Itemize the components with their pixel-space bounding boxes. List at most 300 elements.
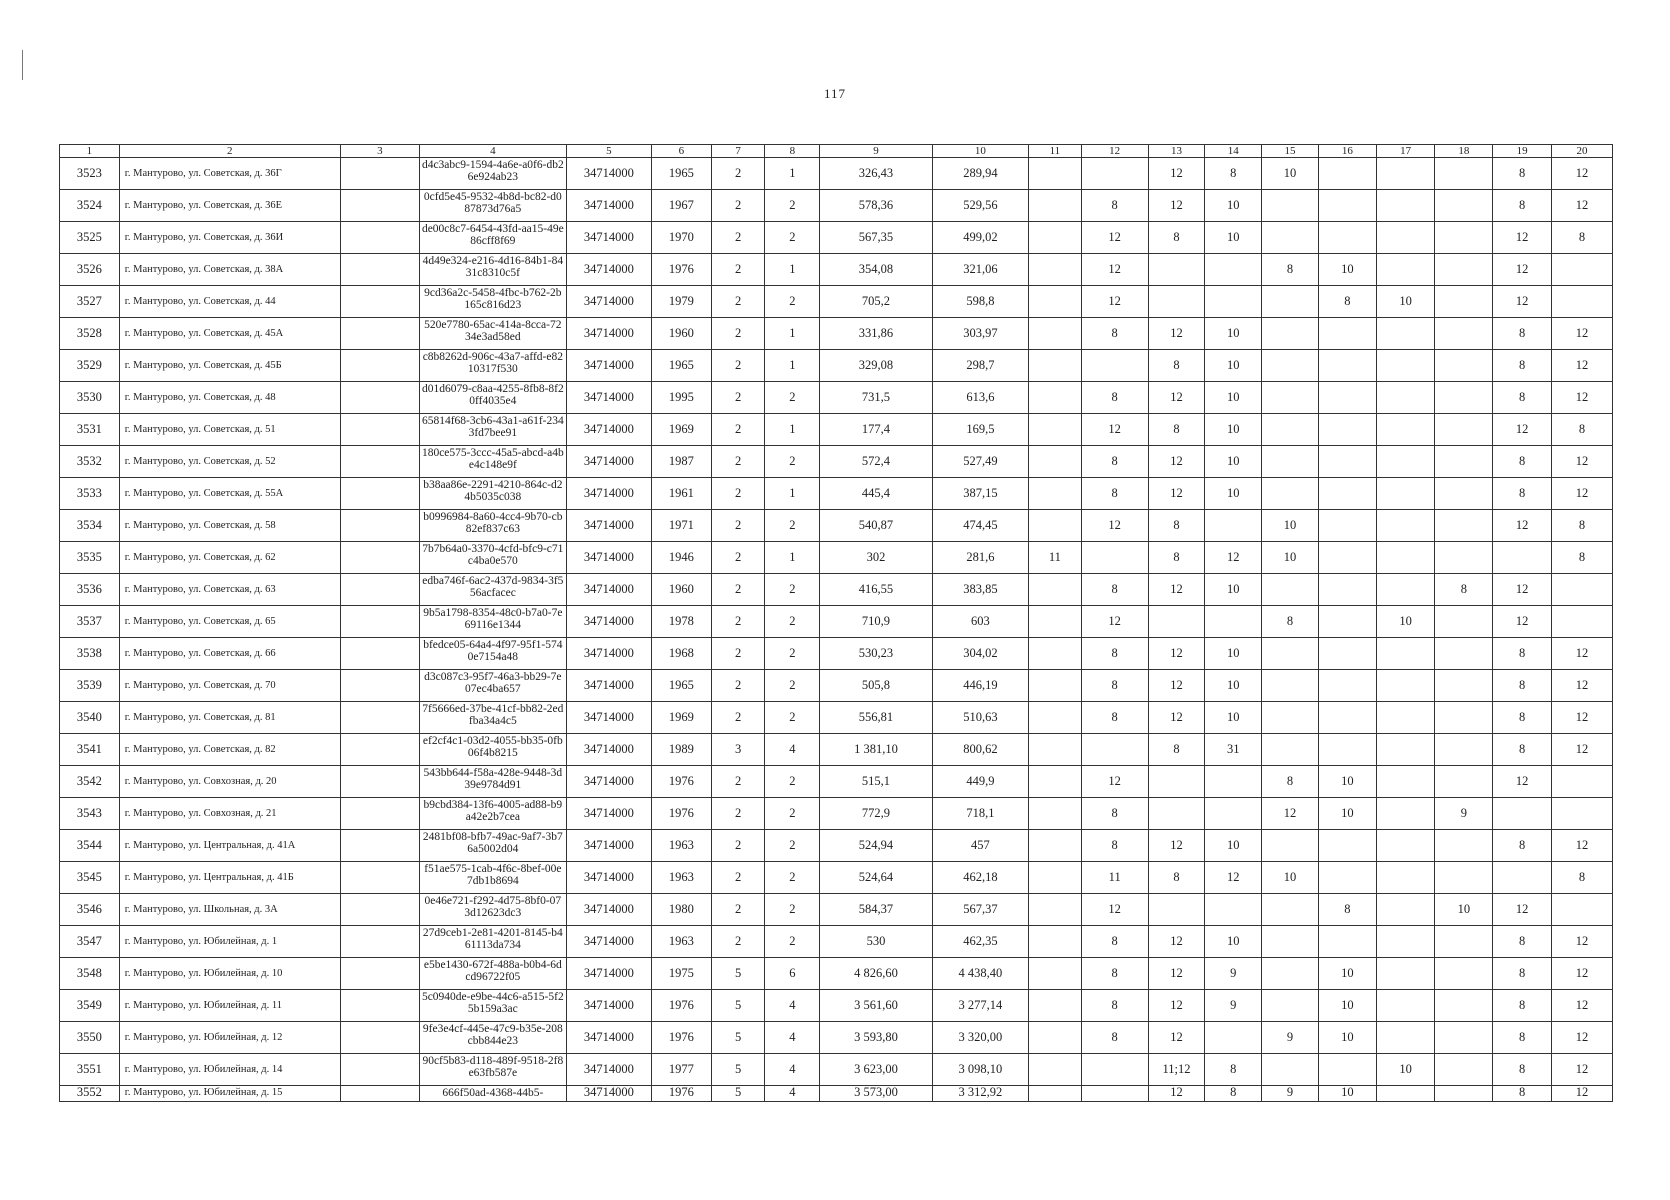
table-cell	[1318, 1054, 1376, 1086]
table-cell: 4d49e324-e216-4d16-84b1-8431c8310c5f	[419, 254, 566, 286]
table-cell: 710,9	[820, 606, 933, 638]
table-cell	[1318, 830, 1376, 862]
table-cell	[1552, 606, 1613, 638]
table-cell: d3c087c3-95f7-46a3-bb29-7e07ec4ba657	[419, 670, 566, 702]
table-cell: 10	[1205, 478, 1262, 510]
table-cell: 3552	[60, 1086, 120, 1102]
table-cell	[1552, 798, 1613, 830]
table-cell: 8	[1081, 318, 1148, 350]
table-cell: 12	[1552, 382, 1613, 414]
column-number-row	[60, 145, 1613, 158]
table-cell: 8	[1318, 894, 1376, 926]
table-cell: 2	[765, 190, 820, 222]
table-cell: 34714000	[566, 798, 651, 830]
table-cell: 10	[1318, 798, 1376, 830]
table-cell: 10	[1318, 254, 1376, 286]
table-cell: 1979	[651, 286, 711, 318]
table-cell: 1995	[651, 382, 711, 414]
table-cell: г. Мантурово, ул. Советская, д. 44	[119, 286, 340, 318]
table-cell: 34714000	[566, 158, 651, 190]
table-cell	[1435, 958, 1493, 990]
table-cell: 731,5	[820, 382, 933, 414]
table-cell: 2	[711, 830, 765, 862]
table-cell	[340, 254, 419, 286]
table-cell	[1552, 286, 1613, 318]
table-cell	[1435, 766, 1493, 798]
table-cell	[1552, 574, 1613, 606]
table-cell: 304,02	[932, 638, 1028, 670]
table-cell	[1262, 382, 1319, 414]
table-cell	[340, 350, 419, 382]
table-cell: 3536	[60, 574, 120, 606]
table-cell	[1262, 350, 1319, 382]
table-cell: d01d6079-c8aa-4255-8fb8-8f20ff4035e4	[419, 382, 566, 414]
table-cell: 8	[1493, 190, 1552, 222]
table-cell	[1029, 1022, 1082, 1054]
table-cell: 3530	[60, 382, 120, 414]
table-cell: 331,86	[820, 318, 933, 350]
column-header: 3	[340, 145, 419, 158]
table-cell: г. Мантурово, ул. Советская, д. 48	[119, 382, 340, 414]
table-cell: г. Мантурово, ул. Центральная, д. 41Б	[119, 862, 340, 894]
table-cell: г. Мантурово, ул. Советская, д. 51	[119, 414, 340, 446]
table-cell	[1081, 542, 1148, 574]
table-cell	[340, 286, 419, 318]
table-cell: 9cd36a2c-5458-4fbc-b762-2b165c816d23	[419, 286, 566, 318]
table-cell	[1493, 798, 1552, 830]
table-cell	[1435, 510, 1493, 542]
table-cell: 8	[1493, 990, 1552, 1022]
table-cell: d4c3abc9-1594-4a6e-a0f6-db26e924ab23	[419, 158, 566, 190]
table-cell: 34714000	[566, 734, 651, 766]
table-cell: 10	[1262, 542, 1319, 574]
table-cell	[340, 734, 419, 766]
table-cell: 12	[1552, 1054, 1613, 1086]
table-cell: г. Мантурово, ул. Советская, д. 65	[119, 606, 340, 638]
table-cell: 2	[711, 702, 765, 734]
table-cell: 9b5a1798-8354-48c0-b7a0-7e69116e1344	[419, 606, 566, 638]
table-cell	[1435, 1054, 1493, 1086]
table-cell: 34714000	[566, 190, 651, 222]
table-cell: 705,2	[820, 286, 933, 318]
table-cell	[340, 830, 419, 862]
table-cell: г. Мантурово, ул. Юбилейная, д. 15	[119, 1086, 340, 1102]
table-cell: 1965	[651, 670, 711, 702]
table-cell	[1435, 350, 1493, 382]
table-cell: 10	[1205, 830, 1262, 862]
table-cell	[1318, 606, 1376, 638]
table-cell: 11	[1029, 542, 1082, 574]
column-header: 18	[1435, 145, 1493, 158]
table-cell: 8	[1493, 350, 1552, 382]
table-cell: 8	[1148, 542, 1205, 574]
table-row	[60, 926, 1613, 958]
table-cell: 2	[765, 702, 820, 734]
column-header: 4	[419, 145, 566, 158]
table-cell: 4	[765, 990, 820, 1022]
table-cell	[1435, 830, 1493, 862]
table-cell	[1029, 734, 1082, 766]
table-cell	[1081, 350, 1148, 382]
table-cell: 12	[1148, 158, 1205, 190]
table-cell: 12	[1493, 254, 1552, 286]
table-cell: 8	[1552, 414, 1613, 446]
table-cell: 8	[1262, 254, 1319, 286]
table-cell	[1435, 990, 1493, 1022]
table-cell: г. Мантурово, ул. Юбилейная, д. 10	[119, 958, 340, 990]
table-cell: 524,94	[820, 830, 933, 862]
table-cell: 2	[765, 638, 820, 670]
table-cell	[1376, 862, 1435, 894]
table-cell	[1435, 606, 1493, 638]
table-row	[60, 1054, 1613, 1086]
table-cell	[340, 766, 419, 798]
table-cell: 8	[1493, 638, 1552, 670]
table-cell	[1376, 478, 1435, 510]
table-cell: 1976	[651, 766, 711, 798]
table-cell: 8	[1493, 734, 1552, 766]
table-cell	[1435, 542, 1493, 574]
column-header: 10	[932, 145, 1028, 158]
table-cell: 12	[1493, 574, 1552, 606]
table-cell: 34714000	[566, 286, 651, 318]
table-cell	[1435, 222, 1493, 254]
table-row	[60, 862, 1613, 894]
table-cell	[1029, 446, 1082, 478]
table-cell	[340, 158, 419, 190]
table-cell: 1	[765, 478, 820, 510]
table-cell: 2	[765, 670, 820, 702]
table-cell: 12	[1148, 830, 1205, 862]
column-header: 11	[1029, 145, 1082, 158]
table-cell: 3542	[60, 766, 120, 798]
table-cell: 8	[1148, 734, 1205, 766]
table-cell: 8	[1081, 958, 1148, 990]
table-cell	[1376, 798, 1435, 830]
table-cell: 2	[711, 510, 765, 542]
table-cell: 530	[820, 926, 933, 958]
table-cell	[1318, 510, 1376, 542]
table-cell: 2	[765, 798, 820, 830]
table-cell	[1262, 894, 1319, 926]
table-cell: 3546	[60, 894, 120, 926]
table-cell: 12	[1081, 510, 1148, 542]
table-cell: 416,55	[820, 574, 933, 606]
column-header: 2	[119, 145, 340, 158]
table-cell: 8	[1205, 1054, 1262, 1086]
table-cell: 3544	[60, 830, 120, 862]
table-cell	[1029, 990, 1082, 1022]
table-cell: 1968	[651, 638, 711, 670]
table-cell: c8b8262d-906c-43a7-affd-e8210317f530	[419, 350, 566, 382]
table-cell: 3531	[60, 414, 120, 446]
table-cell	[1376, 958, 1435, 990]
table-cell	[340, 894, 419, 926]
table-cell: 12	[1081, 222, 1148, 254]
table-cell	[1029, 158, 1082, 190]
table-cell: г. Мантурово, ул. Школьная, д. 3А	[119, 894, 340, 926]
table-cell: 303,97	[932, 318, 1028, 350]
table-cell: 8	[1493, 382, 1552, 414]
table-cell	[1318, 478, 1376, 510]
table-cell: 281,6	[932, 542, 1028, 574]
column-header: 19	[1493, 145, 1552, 158]
table-cell	[1262, 926, 1319, 958]
table-cell: 12	[1552, 702, 1613, 734]
table-cell: 10	[1205, 222, 1262, 254]
table-cell	[1029, 1086, 1082, 1102]
table-cell	[1435, 286, 1493, 318]
table-cell	[1081, 1054, 1148, 1086]
table-cell: 2	[711, 798, 765, 830]
table-cell: b9cbd384-13f6-4005-ad88-b9a42e2b7cea	[419, 798, 566, 830]
table-cell: 10	[1435, 894, 1493, 926]
table-cell	[1376, 318, 1435, 350]
table-cell	[1148, 766, 1205, 798]
table-cell: 9	[1435, 798, 1493, 830]
table-cell: 567,35	[820, 222, 933, 254]
table-cell: 8	[1493, 478, 1552, 510]
table-cell: 354,08	[820, 254, 933, 286]
table-cell	[1318, 382, 1376, 414]
table-cell: 34714000	[566, 1086, 651, 1102]
table-cell	[1029, 958, 1082, 990]
table-cell: 3538	[60, 638, 120, 670]
table-cell: 12	[1081, 414, 1148, 446]
table-cell: 12	[1148, 958, 1205, 990]
table-cell: 4	[765, 734, 820, 766]
table-cell: г. Мантурово, ул. Советская, д. 70	[119, 670, 340, 702]
table-cell: 1976	[651, 1022, 711, 1054]
table-cell: 321,06	[932, 254, 1028, 286]
table-cell: 1	[765, 350, 820, 382]
table-cell: 800,62	[932, 734, 1028, 766]
table-cell: 3 623,00	[820, 1054, 933, 1086]
table-cell: 2	[711, 446, 765, 478]
table-cell	[1029, 510, 1082, 542]
table-cell: 7f5666ed-37be-41cf-bb82-2edfba34a4c5	[419, 702, 566, 734]
table-cell: 8	[1493, 702, 1552, 734]
table-cell: 3 277,14	[932, 990, 1028, 1022]
table-cell: 8	[1318, 286, 1376, 318]
table-cell: г. Мантурово, ул. Советская, д. 82	[119, 734, 340, 766]
table-cell: г. Мантурово, ул. Советская, д. 58	[119, 510, 340, 542]
table-cell: 34714000	[566, 958, 651, 990]
table-cell: 10	[1205, 350, 1262, 382]
table-cell: 2	[765, 446, 820, 478]
table-row	[60, 350, 1613, 382]
table-cell	[340, 190, 419, 222]
table-cell	[340, 958, 419, 990]
column-header: 9	[820, 145, 933, 158]
table-cell	[1376, 446, 1435, 478]
table-cell: 34714000	[566, 254, 651, 286]
table-cell	[340, 1022, 419, 1054]
table-cell: 10	[1205, 574, 1262, 606]
table-cell: 10	[1318, 1022, 1376, 1054]
table-cell: 1960	[651, 574, 711, 606]
table-cell	[1029, 702, 1082, 734]
table-cell	[1205, 606, 1262, 638]
table-cell: 8	[1148, 414, 1205, 446]
table-cell: 3525	[60, 222, 120, 254]
table-cell: г. Мантурово, ул. Советская, д. 81	[119, 702, 340, 734]
table-cell: 12	[1493, 222, 1552, 254]
table-cell: 34714000	[566, 574, 651, 606]
table-cell	[1435, 862, 1493, 894]
table-cell	[1435, 1022, 1493, 1054]
table-cell: 8	[1148, 350, 1205, 382]
table-cell: г. Мантурово, ул. Советская, д. 36Е	[119, 190, 340, 222]
table-cell: 3537	[60, 606, 120, 638]
table-cell: 10	[1262, 158, 1319, 190]
table-cell: f51ae575-1cab-4f6c-8bef-00e7db1b8694	[419, 862, 566, 894]
table-cell: 1965	[651, 350, 711, 382]
table-cell	[340, 510, 419, 542]
table-cell	[1435, 158, 1493, 190]
table-row	[60, 1086, 1613, 1102]
table-cell	[1376, 222, 1435, 254]
table-cell: 8	[1493, 1054, 1552, 1086]
table-cell	[1205, 1022, 1262, 1054]
table-row	[60, 158, 1613, 190]
table-cell: 3	[711, 734, 765, 766]
table-cell: 9	[1262, 1022, 1319, 1054]
table-cell: 177,4	[820, 414, 933, 446]
table-cell	[1262, 478, 1319, 510]
table-cell: 449,9	[932, 766, 1028, 798]
table-cell	[1318, 638, 1376, 670]
table-cell: 12	[1493, 286, 1552, 318]
table-cell	[1029, 830, 1082, 862]
table-cell	[1029, 318, 1082, 350]
table-cell: 34714000	[566, 542, 651, 574]
table-cell: 2	[711, 606, 765, 638]
table-cell	[1318, 926, 1376, 958]
table-cell	[1318, 446, 1376, 478]
column-header: 13	[1148, 145, 1205, 158]
table-cell: 10	[1205, 446, 1262, 478]
table-cell: 1	[765, 542, 820, 574]
table-cell: г. Мантурово, ул. Советская, д. 63	[119, 574, 340, 606]
table-cell: 3529	[60, 350, 120, 382]
table-cell: 4	[765, 1086, 820, 1102]
table-cell	[1376, 638, 1435, 670]
table-cell: 12	[1493, 606, 1552, 638]
table-cell: 12	[1148, 446, 1205, 478]
table-cell: 530,23	[820, 638, 933, 670]
table-cell: 12	[1148, 382, 1205, 414]
table-cell	[1493, 542, 1552, 574]
table-cell: 10	[1205, 638, 1262, 670]
table-cell	[340, 926, 419, 958]
table-cell: 462,35	[932, 926, 1028, 958]
table-cell	[1029, 574, 1082, 606]
table-cell: 8	[1081, 702, 1148, 734]
table-cell: 12	[1148, 318, 1205, 350]
column-header: 12	[1081, 145, 1148, 158]
table-cell	[1435, 734, 1493, 766]
table-cell: 1971	[651, 510, 711, 542]
table-cell	[1029, 862, 1082, 894]
table-cell: 543bb644-f58a-428e-9448-3d39e9784d91	[419, 766, 566, 798]
table-cell	[1029, 798, 1082, 830]
table-cell: 462,18	[932, 862, 1028, 894]
table-cell: 8	[1493, 958, 1552, 990]
table-cell: 10	[1376, 606, 1435, 638]
table-cell: 8	[1552, 542, 1613, 574]
table-cell	[340, 1086, 419, 1102]
table-cell: 12	[1148, 478, 1205, 510]
table-cell: 1970	[651, 222, 711, 254]
table-cell: 1961	[651, 478, 711, 510]
table-cell	[1376, 1086, 1435, 1102]
table-cell: 10	[1376, 286, 1435, 318]
table-cell: 8	[1081, 574, 1148, 606]
table-cell: 10	[1205, 926, 1262, 958]
table-cell: 12	[1552, 158, 1613, 190]
table-cell: 1969	[651, 702, 711, 734]
table-cell: 1965	[651, 158, 711, 190]
table-cell	[1262, 414, 1319, 446]
table-cell	[1376, 382, 1435, 414]
table-cell	[1029, 638, 1082, 670]
table-cell: 34714000	[566, 1054, 651, 1086]
table-cell: 4 438,40	[932, 958, 1028, 990]
table-cell: 302	[820, 542, 933, 574]
table-cell	[1493, 862, 1552, 894]
table-cell: 2	[711, 350, 765, 382]
table-cell: 34714000	[566, 1022, 651, 1054]
table-cell: 556,81	[820, 702, 933, 734]
table-cell: 2	[765, 606, 820, 638]
table-cell: 598,8	[932, 286, 1028, 318]
table-cell: г. Мантурово, ул. Советская, д. 36Г	[119, 158, 340, 190]
table-row	[60, 574, 1613, 606]
table-cell: 3545	[60, 862, 120, 894]
table-cell	[340, 638, 419, 670]
table-cell: 666f50ad-4368-44b5-	[419, 1086, 566, 1102]
table-cell: 3539	[60, 670, 120, 702]
table-cell: 3523	[60, 158, 120, 190]
table-cell: 529,56	[932, 190, 1028, 222]
table-cell: 12	[1148, 670, 1205, 702]
table-cell	[1552, 254, 1613, 286]
table-cell: 10	[1318, 990, 1376, 1022]
table-cell: 12	[1148, 1022, 1205, 1054]
table-cell: 1	[765, 158, 820, 190]
table-cell	[1262, 318, 1319, 350]
table-cell: 2	[765, 926, 820, 958]
table-cell: 3 098,10	[932, 1054, 1028, 1086]
table-cell: 2	[711, 414, 765, 446]
table-cell: 34714000	[566, 862, 651, 894]
table-cell	[340, 382, 419, 414]
table-cell: 10	[1318, 1086, 1376, 1102]
table-cell: 3526	[60, 254, 120, 286]
table-cell: 9	[1262, 1086, 1319, 1102]
table-cell: 3550	[60, 1022, 120, 1054]
table-cell: 12	[1148, 926, 1205, 958]
table-cell: 1976	[651, 990, 711, 1022]
table-cell: 603	[932, 606, 1028, 638]
table-cell	[1262, 190, 1319, 222]
table-cell	[1029, 414, 1082, 446]
table-cell: г. Мантурово, ул. Совхозная, д. 21	[119, 798, 340, 830]
table-cell	[340, 446, 419, 478]
table-cell	[1029, 766, 1082, 798]
table-cell: 2	[711, 766, 765, 798]
